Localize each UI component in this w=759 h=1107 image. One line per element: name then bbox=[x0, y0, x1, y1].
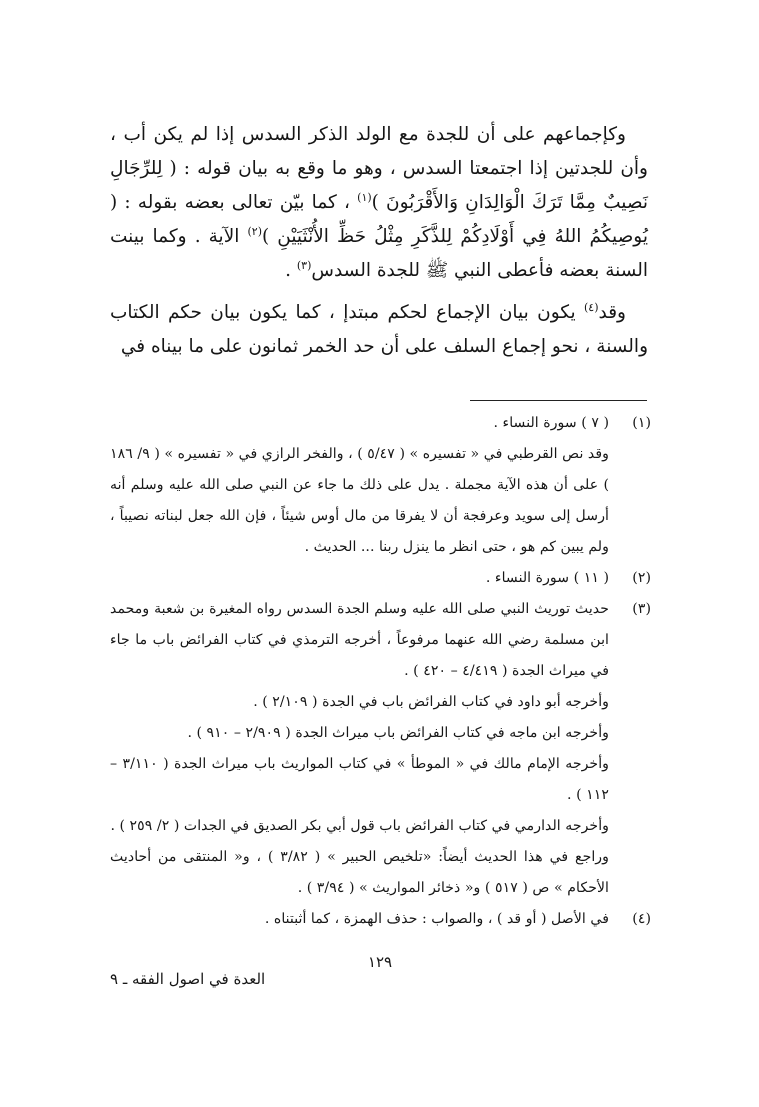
footnote-line: في الأصل ( أو قد ) ، والصواب : حذف الهمزة ، كما أثبتناه . bbox=[264, 911, 609, 927]
main-text bbox=[110, 118, 648, 364]
footnote-line: وراجع في هذا الحديث أيضاً: «تلخيص الحبير » ( ٣/٨٢ ) ، و« المنتقى من أحاديث الأحكام » ص ( ٥١٧ ) و« ذخائر المواريث » ( ٣/٩٤ ) . bbox=[110, 849, 609, 896]
footnote-ref-2[interactable]: (٢) bbox=[247, 224, 262, 238]
paragraph-1 bbox=[110, 118, 648, 288]
paragraph-2 bbox=[110, 296, 648, 364]
footnote-line: ( ٧ ) سورة النساء . bbox=[493, 415, 609, 431]
text-run: ، كما بيّن تعالى بعضه بقوله : ( يُوصِيكُمُ اللهُ فِي أَوْلَادِكُمْ لِلذَّكَرِ مِثْلُ حَظِّ الأُنْثَيَيْنِ ) bbox=[110, 192, 648, 247]
footnote-number: (٣) bbox=[632, 601, 651, 617]
text-run: وقد bbox=[598, 302, 626, 323]
book-signature: العدة في اصول الفقه ـ ٩ bbox=[110, 970, 266, 988]
footnote-line: وأخرجه الإمام مالك في « الموطأ » في كتاب المواريث باب ميراث الجدة ( ٣/١١٠ – ١١٢ ) . bbox=[110, 756, 609, 803]
footnote-body bbox=[110, 594, 609, 904]
footnote-line: ( ١١ ) سورة النساء . bbox=[485, 570, 609, 586]
footnote-number: (٢) bbox=[632, 570, 651, 586]
text-run: . bbox=[285, 260, 297, 281]
footnote-3 bbox=[110, 594, 651, 904]
footnotes bbox=[110, 408, 651, 935]
footnote-line: وقد نص القرطبي في « تفسيره » ( ٥/٤٧ ) ، والفخر الرازي في « تفسيره » ( ٩/ ١٨٦ ) على أن هذه الآية مجملة . يدل على ذلك ما جاء عن النبي صلى الله عليه وسلم أنه أرسل إلى سويد وعرفجة أن لا يفرقا من مال أوس شيئاً ، فإن الله جعل لبناته نصيباً ، ولم يبين كم هو ، حتى انظر ما ينزل ربنا ... الحديث . bbox=[110, 446, 610, 555]
footnote-number: (١) bbox=[632, 415, 651, 431]
footnote-line: وأخرجه أبو داود في كتاب الفرائض باب في الجدة ( ٢/١٠٩ ) . bbox=[253, 694, 609, 710]
footnote-2 bbox=[110, 563, 651, 594]
footnote-body bbox=[110, 904, 609, 935]
text-run: وكإجماعهم على أن للجدة مع الولد الذكر السدس إذا لم يكن أب ، وأن للجدتين إذا اجتمعتا السدس ، وهو ما وقع به بيان قوله : ( لِلرِّجَالِ نَصِيبٌ مِمَّا تَرَكَ الْوَالِدَانِ وَالأَقْرَبُونَ ) bbox=[110, 124, 649, 213]
footnote-1 bbox=[110, 408, 651, 563]
footnote-ref-3[interactable]: (٣) bbox=[296, 258, 312, 272]
text-run: الآية . وكما بينت السنة بعضه فأعطى النبي ﷺ للجدة السدس bbox=[110, 226, 648, 281]
footnote-separator bbox=[470, 400, 647, 401]
footnote-line: حديث توريث النبي صلى الله عليه وسلم الجدة السدس رواه المغيرة بن شعبة ومحمد ابن مسلمة رضي الله عنهما مرفوعاً ، أخرجه الترمذي في كتاب الفرائض باب ما جاء في ميراث الجدة ( ٤/٤١٩ – ٤٢٠ ) . bbox=[110, 601, 609, 679]
footnote-body bbox=[110, 563, 609, 594]
text-run: يكون بيان الإجماع لحكم مبتدإ ، كما يكون بيان حكم الكتاب والسنة ، نحو إجماع السلف على أن حد الخمر ثمانون على ما بيناه في bbox=[110, 302, 648, 357]
footnote-body bbox=[110, 408, 609, 563]
footnote-number: (٤) bbox=[632, 911, 651, 927]
footnote-line: وأخرجه الدارمي في كتاب الفرائض باب قول أبي بكر الصديق في الجدات ( ٢/ ٢٥٩ ) . bbox=[110, 818, 609, 834]
footnote-4 bbox=[110, 904, 651, 935]
page-number: ١٢٩ bbox=[367, 953, 393, 971]
footnote-ref-1[interactable]: (١) bbox=[357, 190, 372, 204]
footnote-ref-4[interactable]: (٤) bbox=[583, 300, 599, 314]
footnote-line: وأخرجه ابن ماجه في كتاب الفرائض باب ميراث الجدة ( ٢/٩٠٩ – ٩١٠ ) . bbox=[187, 725, 609, 741]
